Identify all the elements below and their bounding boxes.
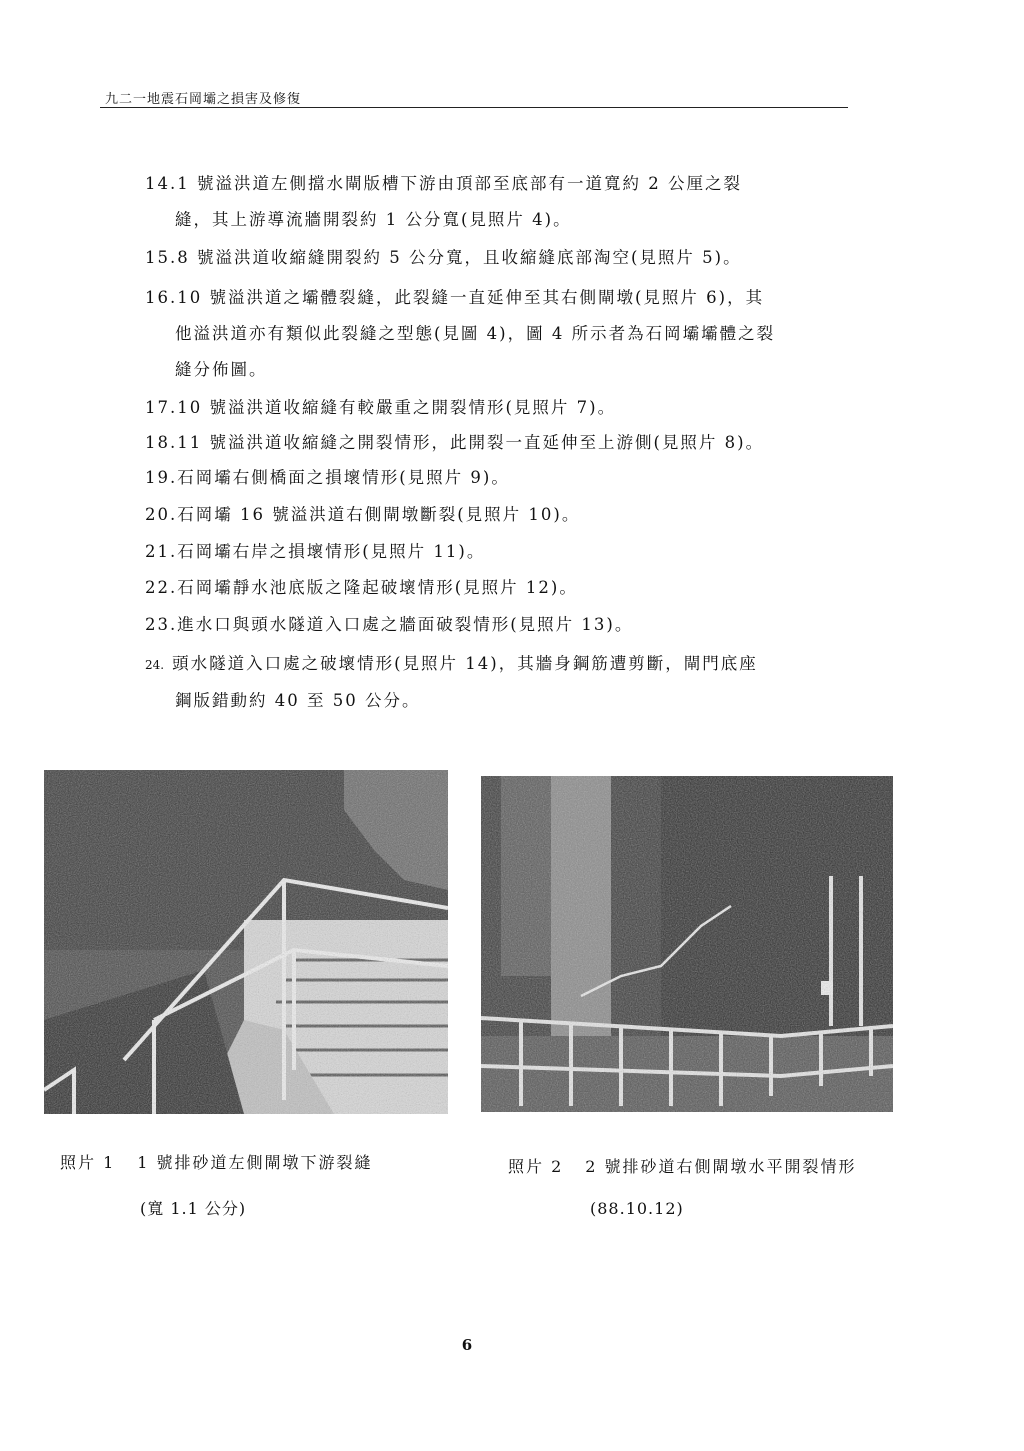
- item-number: 18.: [145, 433, 178, 452]
- list-item-14: [145, 166, 850, 238]
- item-line: 縫分佈圖。: [175, 360, 268, 379]
- item-line: 石岡壩右岸之損壞情形(見照片 11)。: [177, 542, 486, 561]
- item-number: 16.: [145, 288, 178, 307]
- list-item-15: [145, 240, 850, 276]
- photo-1-label: 照片 1: [60, 1153, 116, 1172]
- list-item-24: [145, 646, 850, 719]
- photo-2-image: [481, 776, 893, 1112]
- item-line: 11 號溢洪道收縮縫之開裂情形，此開裂一直延伸至上游側(見照片 8)。: [177, 433, 765, 452]
- item-line: 石岡壩 16 號溢洪道右側閘墩斷裂(見照片 10)。: [177, 505, 581, 524]
- item-number: 24.: [145, 658, 165, 672]
- photo-2-caption: [508, 1154, 857, 1177]
- item-line: 進水口與頭水隧道入口處之牆面破裂情形(見照片 13)。: [177, 615, 634, 634]
- photo-2: [481, 776, 893, 1112]
- item-number: 15.: [145, 248, 178, 267]
- item-line: 1 號溢洪道左側擋水閘版槽下游由頂部至底部有一道寬約 2 公厘之裂: [177, 174, 742, 193]
- list-item-17: [145, 390, 850, 426]
- item-number: 23.: [145, 615, 178, 634]
- item-line: 石岡壩靜水池底版之隆起破壞情形(見照片 12)。: [177, 578, 578, 597]
- list-item-21: [145, 534, 850, 570]
- item-number: 20.: [145, 505, 178, 524]
- photo-2-subcaption: (88.10.12): [590, 1199, 684, 1218]
- list-item-22: [145, 570, 850, 606]
- item-line: 他溢洪道亦有類似此裂縫之型態(見圖 4)，圖 4 所示者為石岡壩壩體之裂: [175, 324, 776, 343]
- item-number: 21.: [145, 542, 178, 561]
- photo-1: [44, 770, 448, 1114]
- item-number: 14.: [145, 174, 178, 193]
- list-item-23: [145, 607, 850, 643]
- item-number: 19.: [145, 468, 178, 487]
- list-item-20: [145, 497, 850, 533]
- item-line: 頭水隧道入口處之破壞情形(見照片 14)，其牆身鋼筋遭剪斷，閘門底座: [172, 654, 758, 673]
- item-number: 17.: [145, 398, 178, 417]
- photo-1-caption-text: 1 號排砂道左側閘墩下游裂縫: [137, 1153, 373, 1172]
- list-item-19: [145, 460, 850, 496]
- photo-2-label: 照片 2: [508, 1157, 564, 1176]
- header-rule: [100, 107, 848, 108]
- item-line: 縫，其上游導流牆開裂約 1 公分寬(見照片 4)。: [175, 210, 572, 229]
- item-number: 22.: [145, 578, 178, 597]
- item-line: 10 號溢洪道收縮縫有較嚴重之開裂情形(見照片 7)。: [177, 398, 617, 417]
- photo-1-image: [44, 770, 448, 1114]
- photo-1-caption: [60, 1150, 373, 1173]
- list-item-16: [145, 280, 850, 388]
- page-number: 6: [461, 1336, 473, 1354]
- item-line: 石岡壩右側橋面之損壞情形(見照片 9)。: [177, 468, 510, 487]
- item-line: 鋼版錯動約 40 至 50 公分。: [175, 691, 421, 710]
- item-line: 10 號溢洪道之壩體裂縫，此裂縫一直延伸至其右側閘墩(見照片 6)，其: [177, 288, 765, 307]
- item-line: 8 號溢洪道收縮縫開裂約 5 公分寬，且收縮縫底部淘空(見照片 5)。: [177, 248, 742, 267]
- photo-1-subcaption: (寬 1.1 公分): [140, 1199, 247, 1218]
- photo-2-caption-text: 2 號排砂道右側閘墩水平開裂情形: [585, 1157, 857, 1176]
- list-item-18: [145, 425, 850, 461]
- running-header: 九二一地震石岡壩之損害及修復: [105, 92, 302, 107]
